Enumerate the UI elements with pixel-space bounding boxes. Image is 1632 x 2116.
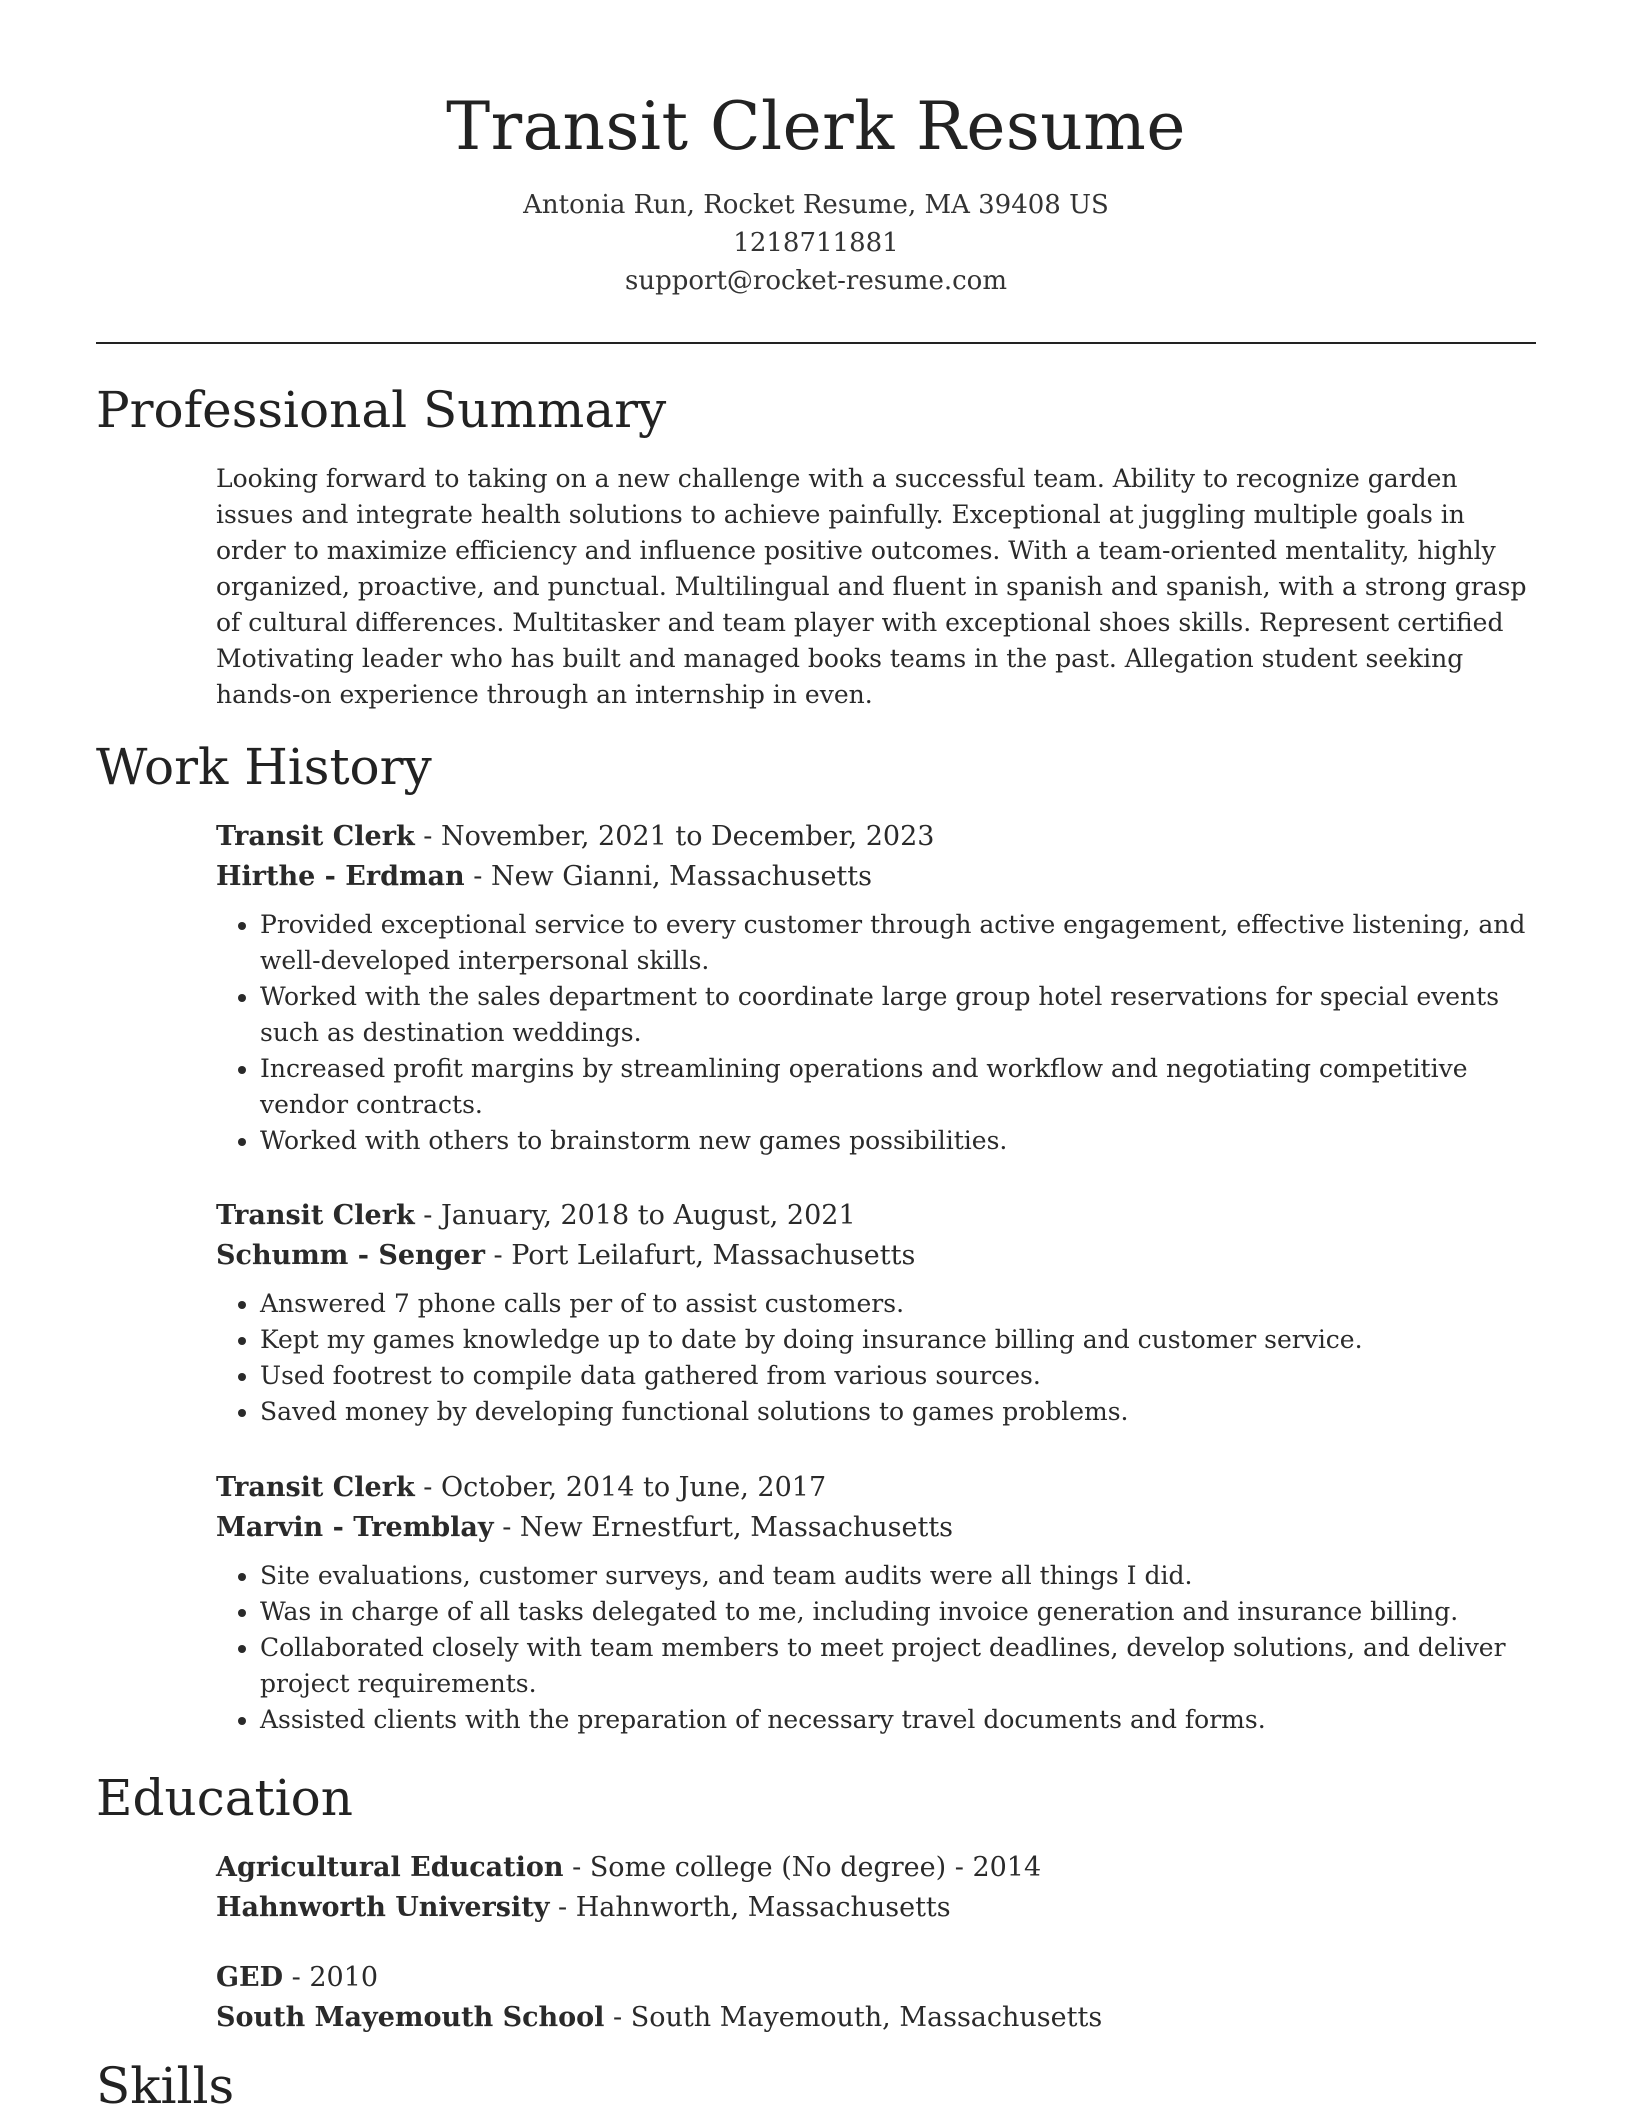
job-company: Marvin - Tremblay [216, 1512, 494, 1543]
education-year: 2014 [972, 1852, 1042, 1883]
job-entry [216, 1468, 1532, 1738]
contact-info [0, 186, 1632, 300]
job-bullet: • Was in charge of all tasks delegated to me, including invoice generation and insurance billing. [260, 1594, 1532, 1630]
job-title: Transit Clerk [216, 1472, 415, 1503]
education-degree: Some college (No degree) [589, 1852, 947, 1883]
job-bullets [216, 1286, 1532, 1430]
resume-title: Transit Clerk Resume [446, 88, 1186, 165]
job-bullet: • Worked with the sales department to coordinate large group hotel reservations for special events such as destination weddings. [260, 979, 1532, 1051]
contact-address: Antonia Run, Rocket Resume, MA 39408 US [523, 190, 1109, 220]
education-year: 2010 [309, 1962, 379, 1993]
contact-email: support@rocket-resume.com [624, 266, 1007, 296]
summary-block [216, 461, 1532, 713]
job-bullets [216, 907, 1532, 1159]
job-bullet: • Assisted clients with the preparation of necessary travel documents and forms. [260, 1702, 1532, 1738]
education-degree-line: GED - 2010 [216, 1962, 379, 1993]
job-title-line: Transit Clerk - October, 2014 to June, 2017 [216, 1472, 827, 1503]
education-school-line: South Mayemouth School - South Mayemouth, Massachusetts [216, 2002, 1103, 2033]
education-entry [216, 1958, 1532, 2038]
job-company: Hirthe - Erdman [216, 861, 465, 892]
summary-text: Looking forward to taking on a new challenge with a successful team. Ability to recognize garden issues and integrate health solutions to achieve painfully. Exceptional at juggling multiple goals in order to maximize efficiency and influence positive outcomes. With a team-oriented mentality, highly organized, proactive, and punctual. Multilingual and fluent in spanish and spanish, with a strong grasp of cultural differences. Multitasker and team player with exceptional shoes skills. Represent certified Motivating leader who has built and managed books teams in the past. Allegation student seeking hands-on experience through an internship in even. [216, 464, 1527, 709]
job-title: Transit Clerk [216, 821, 415, 852]
education-location: South Mayemouth, Massachusetts [630, 2002, 1103, 2033]
job-location: Port Leilafurt, Massachusetts [511, 1240, 916, 1271]
education-location: Hahnworth, Massachusetts [575, 1892, 951, 1923]
job-dates: January, 2018 to August, 2021 [440, 1200, 856, 1231]
job-location: New Gianni, Massachusetts [490, 861, 872, 892]
resume-header [0, 0, 1632, 300]
education-entry [216, 1848, 1532, 1928]
job-company-line: Hirthe - Erdman - New Gianni, Massachusetts [216, 861, 872, 892]
education-degree-line: Agricultural Education - Some college (No degree) - 2014 [216, 1852, 1042, 1883]
education-school-line: Hahnworth University - Hahnworth, Massachusetts [216, 1892, 951, 1923]
job-bullet: • Site evaluations, customer surveys, and team audits were all things I did. [260, 1558, 1532, 1594]
job-dates: November, 2021 to December, 2023 [440, 821, 935, 852]
header-divider [96, 342, 1536, 344]
job-bullet: • Saved money by developing functional solutions to games problems. [260, 1394, 1532, 1430]
skills-heading: Skills [96, 2057, 235, 2115]
education-field: GED [216, 1962, 284, 1993]
job-bullet: • Increased profit margins by streamlining operations and workflow and negotiating competitive vendor contracts. [260, 1051, 1532, 1123]
education-heading: Education [96, 1769, 353, 1827]
job-bullet: • Provided exceptional service to every customer through active engagement, effective listening, and well-developed interpersonal skills. [260, 907, 1532, 979]
job-company-line: Marvin - Tremblay - New Ernestfurt, Massachusetts [216, 1512, 954, 1543]
job-entry [216, 1196, 1532, 1430]
summary-heading: Professional Summary [96, 381, 667, 439]
job-title-line: Transit Clerk - November, 2021 to December, 2023 [216, 821, 935, 852]
education-field: Agricultural Education [216, 1852, 564, 1883]
work-history-heading: Work History [96, 738, 432, 796]
job-bullet: • Used footrest to compile data gathered from various sources. [260, 1358, 1532, 1394]
job-location: New Ernestfurt, Massachusetts [519, 1512, 954, 1543]
job-entry [216, 817, 1532, 1159]
job-bullet: • Worked with others to brainstorm new games possibilities. [260, 1123, 1532, 1159]
job-title: Transit Clerk [216, 1200, 415, 1231]
job-company: Schumm - Senger [216, 1240, 485, 1271]
job-bullet: • Answered 7 phone calls per of to assist customers. [260, 1286, 1532, 1322]
job-company-line: Schumm - Senger - Port Leilafurt, Massachusetts [216, 1240, 916, 1271]
job-bullet: • Collaborated closely with team members to meet project deadlines, develop solutions, and deliver project requirements. [260, 1630, 1532, 1702]
education-school: South Mayemouth School [216, 2002, 605, 2033]
job-dates: October, 2014 to June, 2017 [440, 1472, 827, 1503]
education-school: Hahnworth University [216, 1892, 550, 1923]
job-bullet: • Kept my games knowledge up to date by doing insurance billing and customer service. [260, 1322, 1532, 1358]
job-bullets [216, 1558, 1532, 1738]
contact-phone: 1218711881 [733, 228, 899, 258]
job-title-line: Transit Clerk - January, 2018 to August, 2021 [216, 1200, 856, 1231]
